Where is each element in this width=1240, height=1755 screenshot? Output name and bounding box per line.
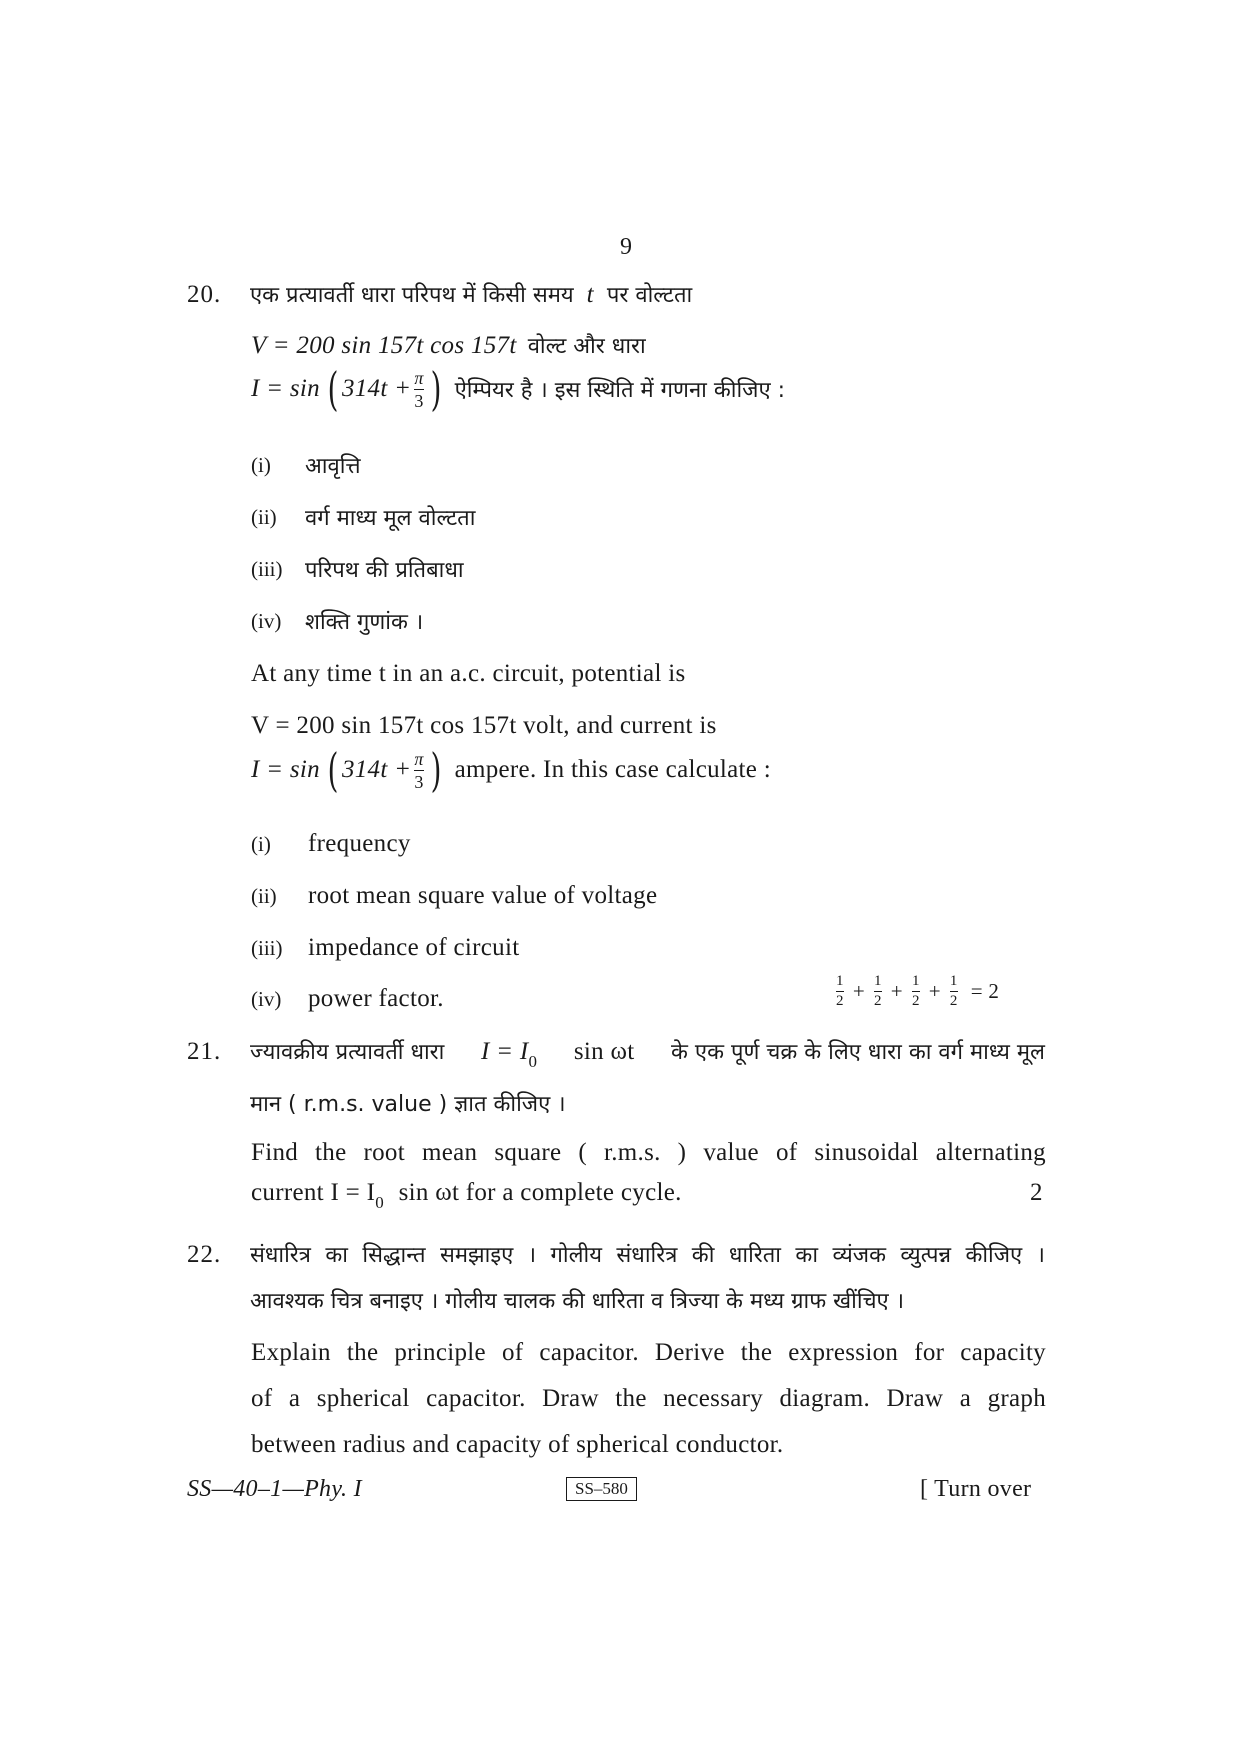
marks-half-3: $\frac{1}{2}$ [911, 973, 920, 1009]
q20-en-current-suffix: ampere. In this case calculate : [454, 756, 771, 783]
footer-turn-over: [ Turn over [920, 1476, 1032, 1502]
q21-marks: 2 [1030, 1179, 1043, 1206]
q20-hi-item-2: वर्ग माध्य मूल वोल्टता [305, 506, 476, 531]
q20-en-item-3: impedance of circuit [308, 934, 520, 961]
q20-hi-intro [250, 279, 692, 309]
q21-number: 21. [187, 1038, 222, 1065]
q21-en-sub0: 0 [375, 1193, 385, 1212]
q20-hi-current-suffix: ऐम्पियर है । इस स्थिति में गणना कीजिए : [454, 378, 786, 403]
q20-hi-current-prefix: I = sin [251, 375, 320, 402]
q21-en-line2-b: sin ωt for a complete cycle. [398, 1179, 682, 1206]
three: 3 [414, 390, 424, 411]
q20-en-item-label-1: (i) [251, 832, 271, 856]
q20-hi-intro-text: एक प्रत्यावर्ती धारा परिपथ में किसी समय [250, 283, 574, 308]
marks-half-1: $\frac{1}{2}$ [836, 973, 844, 1009]
q22-hi-line1: संधारित्र का सिद्धान्त समझाइए । गोलीय संधारित्र की धारिता का व्यंजक व्युत्पन्न कीजिए । [250, 1243, 1045, 1268]
footer-code: SS—40–1—Phy. I [187, 1476, 362, 1502]
q20-hi-item-4: शक्ति गुणांक । [305, 610, 424, 635]
q20-hi-voltage-expr: V = 200 sin 157t cos 157t [251, 332, 517, 359]
q20-hi-item-3: परिपथ की प्रतिबाधा [305, 558, 464, 583]
q20-hi-item-1: आवृत्ति [305, 454, 361, 479]
q20-en-item-label-3: (iii) [251, 936, 283, 960]
footer-box: SS–580 [566, 1477, 637, 1501]
q20-en-current: I = sin ( 314t + $\frac{\pi}{3}$ ) ampere. In this case calculate : [251, 743, 771, 797]
q20-en-item-label-2: (ii) [251, 884, 277, 908]
q20-hi-current: I = sin ( 314t + $\frac{\pi}{3}$ ) ऐम्पियर है । इस स्थिति में गणना कीजिए : [251, 362, 786, 416]
marks-plus-3: + [928, 979, 941, 1003]
q21-en-line2-a: current I = I [251, 1179, 376, 1206]
q21-hi-expr: $I = I_0$ [480, 1038, 538, 1071]
three: 3 [414, 771, 424, 792]
q20-en-intro: At any time t in an a.c. circuit, potential is [251, 660, 686, 687]
q21-en-line2 [251, 1179, 682, 1213]
q20-var-t: t [586, 281, 594, 308]
q20-hi-item-label-4: (iv) [251, 609, 282, 633]
q22-number: 22. [187, 1241, 222, 1268]
q20-en-voltage: V = 200 sin 157t cos 157t volt, and current is [251, 712, 717, 739]
marks-total: = 2 [970, 979, 1000, 1003]
page-number: 9 [620, 234, 633, 260]
q21-hi-line1-a: ज्यावक्रीय प्रत्यावर्ती धारा [250, 1040, 445, 1065]
q20-hi-pi-over-3 [414, 369, 423, 410]
q20-hi-item-label-1: (i) [251, 453, 271, 477]
q20-marks [833, 974, 999, 1009]
q22-en-line2: of a spherical capacitor. Draw the necessary diagram. Draw a graph [251, 1385, 1046, 1412]
q21-hi-line1-c: के एक पूर्ण चक्र के लिए धारा का वर्ग माध्य मूल [671, 1040, 1045, 1065]
q20-en-current-prefix: I = sin [251, 756, 320, 783]
q20-en-item-label-4: (iv) [251, 987, 282, 1011]
marks-plus-2: + [890, 979, 903, 1003]
q20-hi-voltage-suffix: वोल्ट और धारा [527, 334, 646, 359]
q21-en-line1: Find the root mean square ( r.m.s. ) value of sinusoidal alternating [251, 1139, 1046, 1166]
q22-en-line1: Explain the principle of capacitor. Derive the expression for capacity [251, 1339, 1046, 1366]
q22-hi-line2: आवश्यक चित्र बनाइए । गोलीय चालक की धारिता व त्रिज्या के मध्य ग्राफ खींचिए । [250, 1289, 905, 1314]
q20-en-current-arg: 314t + [341, 756, 412, 783]
q20-hi-item-label-2: (ii) [251, 505, 277, 529]
pi-symbol: π [414, 748, 424, 769]
marks-half-2: $\frac{1}{2}$ [873, 973, 882, 1009]
q20-hi-intro-end: पर वोल्टता [606, 283, 693, 308]
q20-hi-current-arg: 314t + [341, 375, 412, 402]
q20-en-item-2: root mean square value of voltage [308, 882, 658, 909]
pi-symbol: π [414, 367, 424, 388]
marks-half-4: $\frac{1}{2}$ [949, 973, 958, 1009]
marks-plus-1: + [852, 979, 865, 1003]
q20-number: 20. [187, 281, 222, 308]
q20-hi-item-label-3: (iii) [251, 557, 283, 581]
q21-hi-line1 [250, 1036, 1045, 1072]
q20-en-pi-over-3 [414, 750, 423, 791]
q20-hi-voltage [251, 330, 646, 360]
q21-hi-sin: sin ωt [573, 1038, 635, 1065]
q20-en-item-4: power factor. [308, 985, 444, 1012]
q21-hi-line2: मान ( r.m.s. value ) ज्ञात कीजिए । [250, 1092, 566, 1117]
q22-en-line3: between radius and capacity of spherical conductor. [251, 1431, 784, 1458]
q20-en-item-1: frequency [308, 830, 411, 857]
